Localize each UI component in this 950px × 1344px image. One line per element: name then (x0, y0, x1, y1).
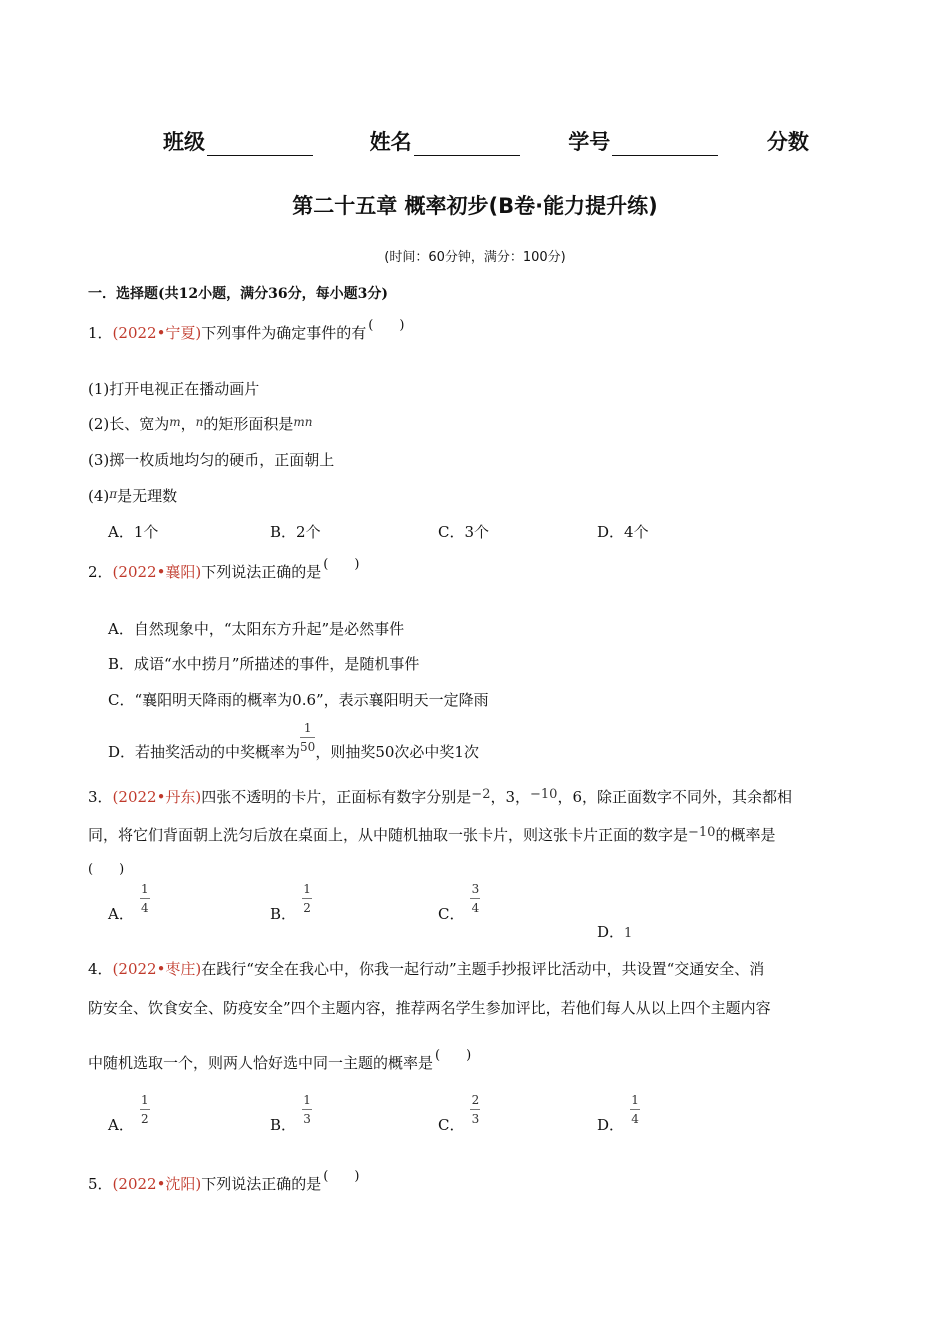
question-stem: 下列说法正确的是 (201, 1175, 322, 1193)
answer-paren[interactable]: ( ) (435, 1048, 472, 1063)
math-pi: π (109, 487, 118, 501)
score-label: 分数 (766, 130, 809, 154)
question-number: 1． (88, 324, 113, 342)
option-b[interactable]: B．2个 (270, 523, 321, 541)
question-5 (88, 1169, 360, 1194)
question-number: 3． (88, 788, 113, 806)
q1-item-1: (1)打开电视正在播动画片 (88, 380, 260, 398)
question-number: 4． (88, 960, 113, 978)
option-d[interactable]: D．4个 (597, 523, 649, 541)
option-c[interactable]: C．3个 (438, 523, 490, 541)
fraction: $\frac{1}{2}$ (141, 1093, 149, 1126)
question-source: (2022•襄阳) (112, 563, 202, 581)
math-n: n (195, 415, 204, 429)
option-a[interactable]: A． $\frac{1}{2}$ (108, 1093, 149, 1134)
class-blank[interactable] (207, 135, 313, 156)
option-b[interactable]: B．成语“水中捞月”所描述的事件，是随机事件 (108, 655, 420, 673)
answer-paren[interactable]: ( ) (368, 318, 405, 333)
question-4: 4．(2022•枣庄)在践行“安全在我心中，你我一起行动”主题手抄报评比活动中，共设置“交通安全、消 (88, 960, 765, 978)
class-label: 班级 (163, 130, 205, 154)
math-value: −10 (530, 787, 558, 802)
answer-paren[interactable]: ( ) (88, 862, 125, 877)
question-source: (2022•沈阳) (112, 1175, 202, 1193)
option-c[interactable]: C．“襄阳明天降雨的概率为0.6”，表示襄阳明天一定降雨 (108, 691, 489, 709)
question-number: 2． (88, 563, 113, 581)
question-source: (2022•枣庄) (112, 960, 202, 978)
question-4-line-2: 防安全、饮食安全、防疫安全”四个主题内容，推荐两名学生参加评比，若他们每人从以上四个主题内容 (88, 999, 771, 1017)
id-label: 学号 (568, 130, 611, 154)
question-stem: 下列事件为确定事件的有 (201, 324, 367, 342)
option-d[interactable]: D． $\frac{1}{4}$ (597, 1093, 639, 1134)
q1-item-2: (2)长、宽为$^m$，$^n$的矩形面积是$^{mn}$ (88, 415, 313, 433)
q1-item-4: $(4)^\pi$是无理数 (88, 487, 178, 505)
q1-item-3: (3)掷一枚质地均匀的硬币，正面朝上 (88, 451, 335, 469)
name-label: 姓名 (369, 130, 412, 154)
option-c[interactable]: C． $\frac{3}{4}$ (438, 882, 480, 923)
math-value: −2 (471, 787, 491, 802)
page-title: 第二十五章 概率初步(B卷·能力提升练) (292, 194, 658, 218)
fraction: $\frac{3}{4}$ (471, 882, 480, 915)
option-d[interactable]: D．若抽奖活动的中奖概率为 $\frac{1}{50}$ ，则抽奖50次必中奖1次 (108, 721, 479, 761)
question-2 (88, 557, 360, 582)
fraction: $\frac{1}{4}$ (141, 882, 149, 915)
math-m: m (169, 415, 181, 429)
answer-paren[interactable]: ( ) (323, 557, 360, 572)
math-value: −10 (688, 825, 716, 840)
fraction: $\frac{1}{3}$ (303, 1093, 311, 1126)
id-blank[interactable] (612, 135, 718, 156)
option-b[interactable]: B． $\frac{1}{3}$ (270, 1093, 311, 1134)
question-number: 5． (88, 1175, 113, 1193)
option-c[interactable]: C． $\frac{2}{3}$ (438, 1093, 480, 1134)
exam-info: (时间：60分钟，满分：100分) (384, 250, 566, 265)
question-source: (2022•宁夏) (112, 324, 202, 342)
option-a[interactable]: A．自然现象中，“太阳东方升起”是必然事件 (108, 620, 405, 638)
question-source: (2022•丹东) (112, 788, 202, 806)
question-3-line-2: 同，将它们背面朝上洗匀后放在桌面上，从中随机抽取一张卡片，则这张卡片正面的数字是−10的概率是 (88, 825, 776, 844)
question-1 (88, 318, 405, 343)
option-d[interactable]: D．1 (597, 923, 633, 941)
fraction: $\frac{1}{4}$ (631, 1093, 639, 1126)
fraction: $\frac{1}{50}$ (300, 721, 316, 754)
question-stem: 下列说法正确的是 (201, 563, 322, 581)
fraction: $\frac{1}{2}$ (303, 882, 311, 915)
question-4-line-3: 中随机选取一个，则两人恰好选中同一主题的概率是 ( ) (88, 1052, 471, 1073)
option-b[interactable]: B． $\frac{1}{2}$ (270, 882, 311, 923)
name-blank[interactable] (414, 135, 520, 156)
option-a[interactable]: A．1个 (108, 523, 159, 541)
option-a[interactable]: A． $\frac{1}{4}$ (108, 882, 149, 923)
answer-paren[interactable]: ( ) (323, 1169, 360, 1184)
section-heading: 一．选择题(共12小题，满分36分，每小题3分) (88, 286, 388, 302)
question-3: 3．(2022•丹东)四张不透明的卡片，正面标有数字分别是−2，3，−10，6，除正面数字不同外，其余都相 (88, 787, 792, 806)
math-mn: mn (293, 415, 313, 429)
header-row (163, 126, 809, 156)
fraction: $\frac{2}{3}$ (471, 1093, 480, 1126)
